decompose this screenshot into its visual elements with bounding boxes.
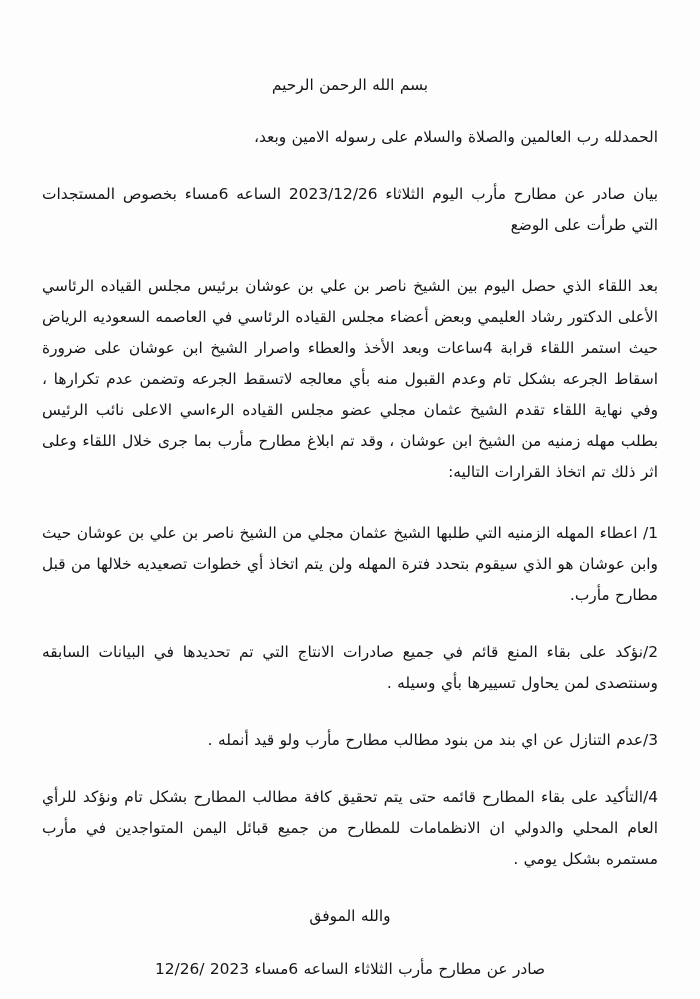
closing-invocation: والله الموفق <box>309 907 391 925</box>
hamdala-line: الحمدلله رب العالمين والصلاة والسلام على رسوله الامين وبعد، <box>254 128 658 146</box>
basmala-heading: بسم الله الرحمن الرحيم <box>271 76 429 94</box>
statement-intro-paragraph: بيان صادر عن مطارح مأرب اليوم الثلاثاء 2023/12/26 الساعه 6مساء بخصوص المستجدات التي طرأت على الوضع <box>42 185 658 234</box>
decision-item-1: 1/ اعطاء المهله الزمنيه التي طلبها الشيخ عثمان مجلي من الشيخ ناصر بن علي بن عوشان حيث وابن عوشان هو الذي سيقوم بتحدد فترة المهله ولن يتم اتخاذ أي خطوات تصعيديه خلالها من قبل مطارح مأرب. <box>42 524 658 604</box>
decision-item-4: 4/التأكيد على بقاء المطارح قائمه حتى يتم تحقيق كافة مطالب المطارح بشكل تام ونؤكد للرأي العام المحلي والدولي ان الانظمامات للمطارح من جميع قبائل اليمن المتواجدين في مأرب مستمره بشكل يومي . <box>42 788 658 868</box>
statement-body-paragraph: بعد اللقاء الذي حصل اليوم بين الشيخ ناصر بن علي بن عوشان برئيس مجلس القياده الرئاسي الأعلى الدكتور رشاد العليمي وبعض أعضاء مجلس القياده الرئاسي في العاصمه السعوديه الرياض حيث استمر اللقاء قرابة 4ساعات وبعد الأخذ والعطاء واصرار الشيخ ابن عوشان على ضرورة اسقاط الجرعه بشكل تام وعدم القبول منه بأي معالجه لاتسقط الجرعه وتضمن عدم تكرارها ، وفي نهاية اللقاء تقدم الشيخ عثمان مجلي عضو مجلس القياده الرءاسي الاعلى نائب الرئيس بطلب مهله زمنيه من الشيخ ابن عوشان ، وقد تم ابلاغ مطارح مأرب بما جرى خلال اللقاء وعلى اثر ذلك تم اتخاذ القرارات التاليه: <box>42 277 658 481</box>
decision-item-3: 3/عدم التنازل عن اي بند من بنود مطالب مطارح مأرب ولو قيد أنمله . <box>207 731 658 749</box>
document-body <box>42 70 658 985</box>
decision-item-2: 2/نؤكد على بقاء المنع قائم في جميع صادرات الانتاج التي تم تحديدها في البيانات السابقه وسنتصدى لمن يحاول تسييرها بأي وسيله . <box>42 643 658 692</box>
issued-by-line: صادر عن مطارح مأرب الثلاثاء الساعه 6مساء 2023 /12/26 <box>154 960 546 978</box>
